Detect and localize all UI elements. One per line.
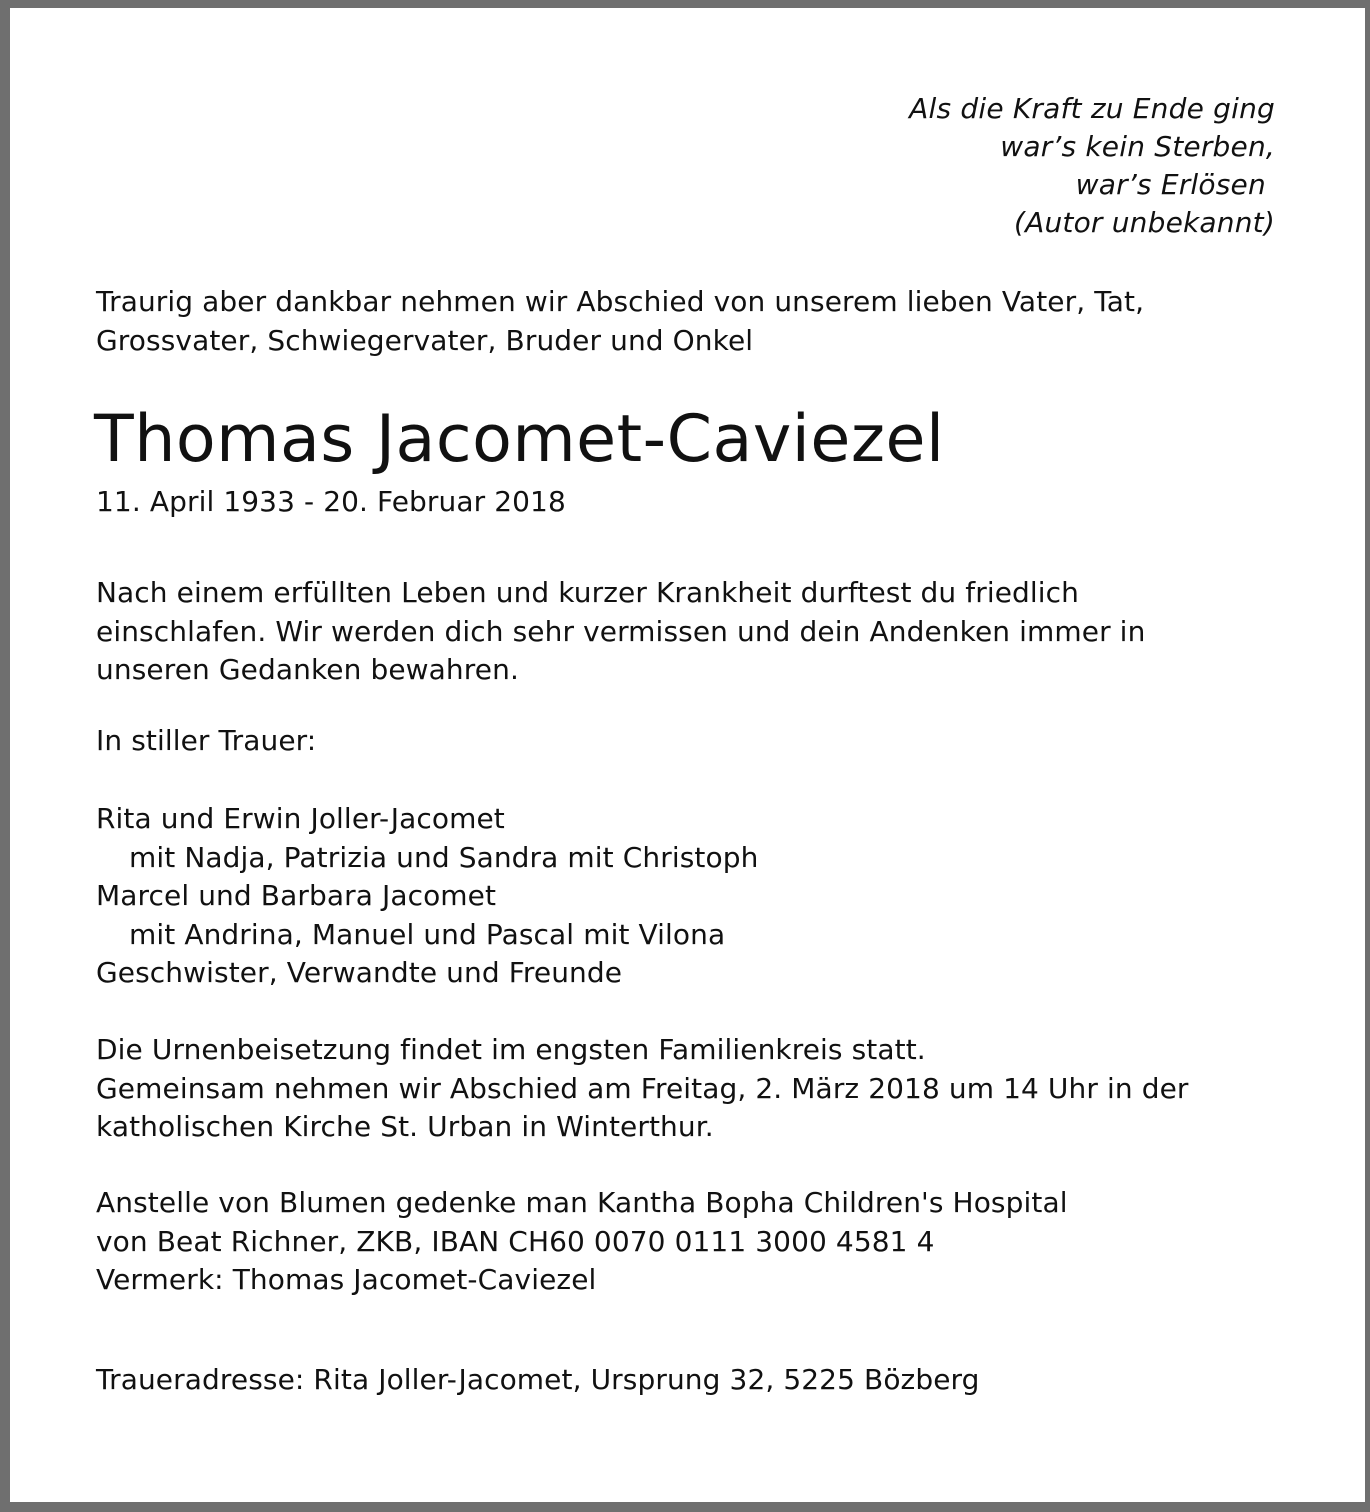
- quote-line: war’s Erlösen: [1075, 168, 1275, 201]
- donation-line: Vermerk: Thomas Jacomet-Caviezel: [96, 1263, 597, 1296]
- intro-line: Traurig aber dankbar nehmen wir Abschied von unserem lieben Vater, Tat,: [96, 285, 1145, 318]
- intro-paragraph: [96, 283, 1144, 360]
- mourner-line: Marcel und Barbara Jacomet: [96, 879, 497, 912]
- message-line: Nach einem erfüllten Leben und kurzer Krankheit durftest du friedlich: [96, 576, 1080, 609]
- mourner-line: Rita und Erwin Joller-Jacomet: [96, 802, 505, 835]
- obituary-page: [10, 8, 1365, 1502]
- intro-line: Grossvater, Schwiegervater, Bruder und Onkel: [96, 323, 754, 357]
- epigraph-quote: [909, 90, 1275, 242]
- donation-line: von Beat Richner, ZKB, IBAN CH60 0070 0111 3000 4581 4: [96, 1224, 935, 1258]
- message-line: einschlafen. Wir werden dich sehr vermissen und dein Andenken immer in: [96, 614, 1146, 648]
- message-line: unseren Gedanken bewahren.: [96, 653, 519, 686]
- mourner-line-indented: mit Andrina, Manuel und Pascal mit Vilona: [129, 917, 726, 951]
- quote-line: Als die Kraft zu Ende ging: [909, 92, 1275, 125]
- deceased-name: Thomas Jacomet-Caviezel: [94, 402, 945, 477]
- mourner-line: Geschwister, Verwandte und Freunde: [96, 956, 623, 989]
- quote-line: (Autor unbekannt): [1013, 206, 1275, 239]
- ceremony-line: Gemeinsam nehmen wir Abschied am Freitag, 2. März 2018 um 14 Uhr in der: [96, 1071, 1189, 1105]
- donation-line: Anstelle von Blumen gedenke man Kantha Bopha Children's Hospital: [96, 1186, 1068, 1219]
- ceremony-line: Die Urnenbeisetzung findet im engsten Familienkreis statt.: [96, 1033, 926, 1066]
- ceremony-paragraph: [96, 1031, 1189, 1147]
- ceremony-line: katholischen Kirche St. Urban in Winterthur.: [96, 1110, 714, 1143]
- mourning-heading: In stiller Trauer:: [96, 724, 317, 757]
- mourning-address: Traueradresse: Rita Joller-Jacomet, Ursprung 32, 5225 Bözberg: [96, 1363, 980, 1396]
- life-dates: 11. April 1933 - 20. Februar 2018: [96, 485, 566, 518]
- donation-paragraph: [96, 1184, 1068, 1300]
- mourners-list: [96, 800, 758, 993]
- message-paragraph: [96, 574, 1145, 690]
- quote-line: war’s kein Sterben,: [1000, 130, 1275, 163]
- mourner-line-indented: mit Nadja, Patrizia und Sandra mit Christoph: [129, 840, 759, 874]
